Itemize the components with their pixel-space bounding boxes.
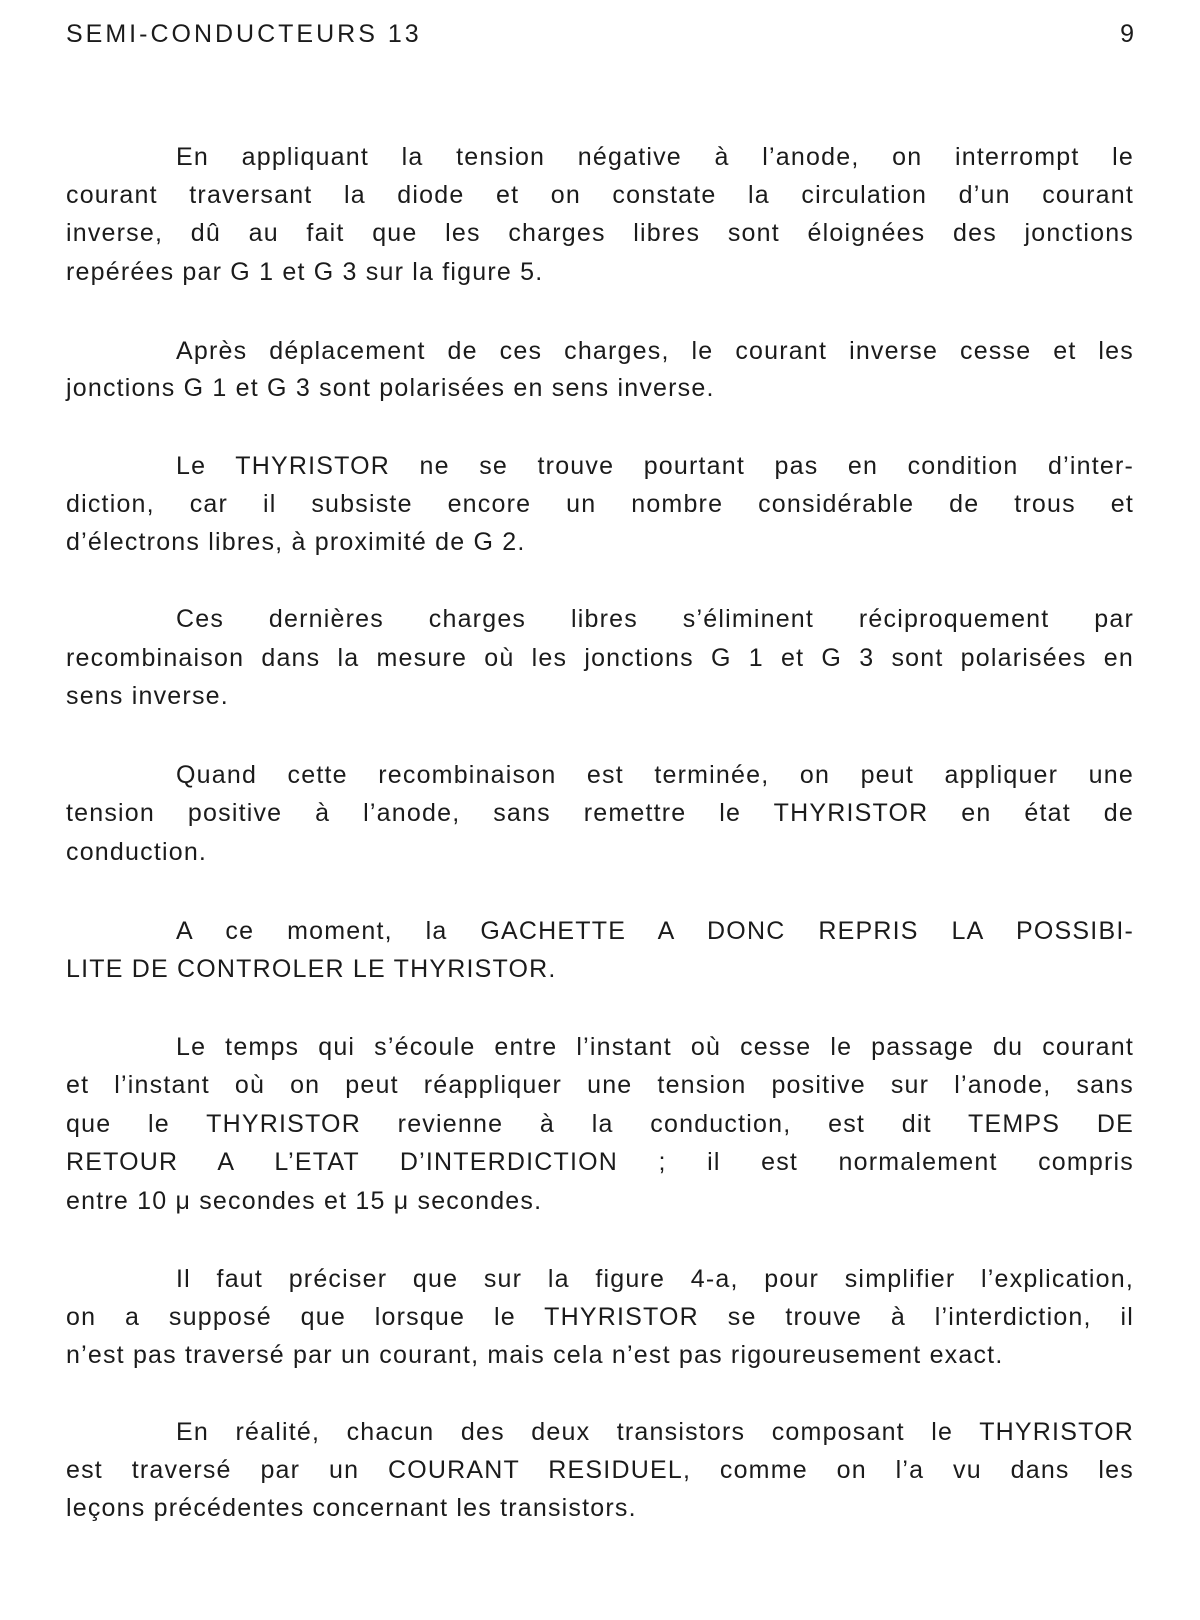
text-line: sens inverse. xyxy=(66,682,229,710)
text-line: jonctions G 1 et G 3 sont polarisées en sens inverse. xyxy=(66,374,715,402)
text-line: Le THYRISTOR ne se trouve pourtant pas en condition d’inter- xyxy=(176,452,1134,480)
text-line: LITE DE CONTROLER LE THYRISTOR. xyxy=(66,955,557,983)
text-line: est traversé par un COURANT RESIDUEL, comme on l’a vu dans les xyxy=(66,1456,1134,1484)
text-line: n’est pas traversé par un courant, mais cela n’est pas rigoureusement exact. xyxy=(66,1341,1004,1369)
running-title: SEMI-CONDUCTEURS 13 xyxy=(66,20,422,48)
text-line: diction, car il subsiste encore un nombre considérable de trous et xyxy=(66,490,1134,518)
text-line: En réalité, chacun des deux transistors composant le THYRISTOR xyxy=(176,1418,1134,1446)
page-number: 9 xyxy=(1120,20,1134,48)
text-line: on a supposé que lorsque le THYRISTOR se trouve à l’interdiction, il xyxy=(66,1303,1134,1331)
text-line: entre 10 μ secondes et 15 μ secondes. xyxy=(66,1187,543,1215)
page-header xyxy=(66,14,1134,54)
text-line: inverse, dû au fait que les charges libres sont éloignées des jonctions xyxy=(66,219,1134,247)
text-line: repérées par G 1 et G 3 sur la figure 5. xyxy=(66,258,544,286)
text-line: conduction. xyxy=(66,838,208,866)
text-line: Il faut préciser que sur la figure 4-a, pour simplifier l’explication, xyxy=(176,1265,1134,1293)
text-line: et l’instant où on peut réappliquer une tension positive sur l’anode, sans xyxy=(66,1071,1134,1099)
text-line: tension positive à l’anode, sans remettre le THYRISTOR en état de xyxy=(66,799,1134,827)
text-line: courant traversant la diode et on constate la circulation d’un courant xyxy=(66,181,1134,209)
text-line: Après déplacement de ces charges, le courant inverse cesse et les xyxy=(176,337,1134,365)
text-line: Le temps qui s’écoule entre l’instant où cesse le passage du courant xyxy=(176,1033,1134,1061)
text-line: recombinaison dans la mesure où les jonctions G 1 et G 3 sont polarisées en xyxy=(66,644,1134,672)
text-line: que le THYRISTOR revienne à la conduction, est dit TEMPS DE xyxy=(66,1110,1134,1138)
text-line: Ces dernières charges libres s’éliminent réciproquement par xyxy=(176,605,1134,633)
text-line: d’électrons libres, à proximité de G 2. xyxy=(66,528,526,556)
text-line: leçons précédentes concernant les transistors. xyxy=(66,1494,637,1522)
text-line: En appliquant la tension négative à l’anode, on interrompt le xyxy=(176,143,1134,171)
text-line: A ce moment, la GACHETTE A DONC REPRIS LA POSSIBI- xyxy=(176,917,1134,945)
text-line: Quand cette recombinaison est terminée, on peut appliquer une xyxy=(176,761,1134,789)
text-line: RETOUR A L’ETAT D’INTERDICTION ; il est normalement compris xyxy=(66,1148,1134,1176)
